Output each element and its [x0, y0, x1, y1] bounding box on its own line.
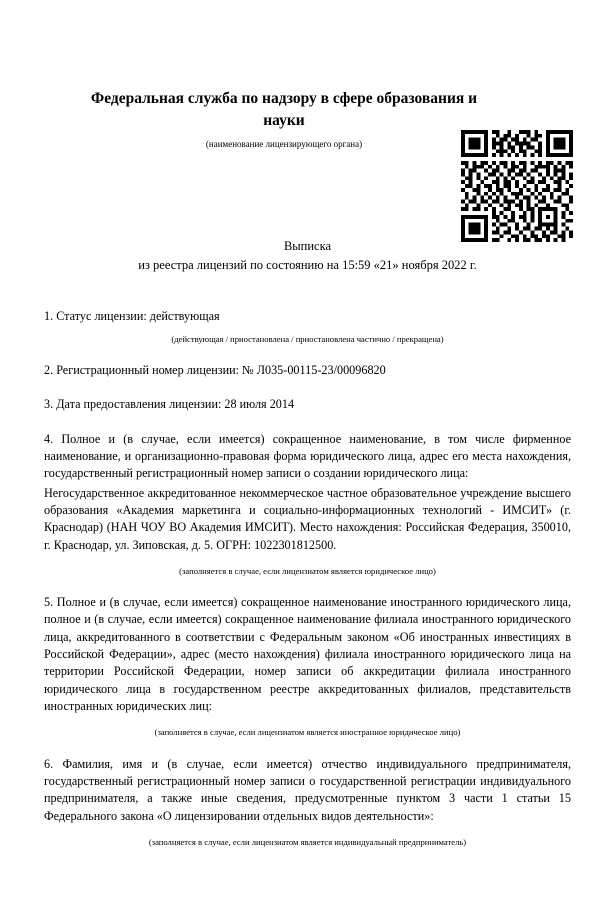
section-foreign-entity-note: (заполняется в случае, если лицензиатом является иностранное юридическое лицо) — [154, 727, 461, 738]
section-legal-entity-note: (заполняется в случае, если лицензиатом является юридическое лицо) — [179, 565, 436, 576]
section-foreign-entity — [44, 594, 571, 739]
section-reg-number-text: 2. Регистрационный номер лицензии: № Л035-00115-23/00096820 — [44, 362, 386, 377]
extract-title: Выписка — [283, 238, 332, 253]
section-individual-entrepreneur — [44, 756, 571, 849]
section-reg-number — [44, 362, 571, 379]
section-foreign-entity-text: 5. Полное и (в случае, если имеется) сокращенное наименование иностранного юридического лица, полное и (в случае, если имеется) сокращенное наименование филиала иностранного юридического лица, аккредитованного в соответствии с Федеральным законом «Об иностранных инвестициях в Российской Федерации», адрес (место нахождения) филиала иностранного юридического лица на территории Российской Федерации, номер записи об аккредитации филиала иностранного юридического лица в государственном реестре аккредитованных филиалов, представительств иностранных юридических лиц: — [44, 595, 571, 714]
extract-heading — [44, 237, 571, 275]
page-title: Федеральная служба по надзору в сфере образования и науки — [90, 90, 478, 130]
section-legal-entity — [44, 431, 571, 578]
section-legal-entity-text: 4. Полное и (в случае, если имеется) сокращенное наименование, в том числе фирменное наименование, и организационно-правовая форма юридического лица, адрес его места нахождения, государственный регистрационный номер записи о создании юридического лица: — [44, 431, 571, 481]
section-individual-entrepreneur-note: (заполняется в случае, если лицензиатом является индивидуальный предприниматель) — [148, 836, 467, 847]
org-subtitle: (наименование лицензирующего органа) — [205, 138, 363, 149]
section-status — [44, 308, 571, 345]
section-grant-date — [44, 396, 571, 413]
section-grant-date-text: 3. Дата предоставления лицензии: 28 июля 2014 — [44, 397, 295, 412]
section-individual-entrepreneur-text: 6. Фамилия, имя и (в случае, если имеется) отчество индивидуального предпринимателя, государственный регистрационный номер записи о государственной регистрации индивидуального предпринимателя, а также иные сведения, предусмотренные пунктом 3 части 1 статьи 15 Федерального закона «О лицензировании отдельных видов деятельности»: — [44, 756, 571, 823]
section-legal-entity-value: Негосударственное аккредитованное некоммерческое частное образовательное учреждение высшего образования «Академия маркетинга и социально-информационных технологий - ИМСИТ» (г. Краснодар) (НАН ЧОУ ВО Академия ИМСИТ). Место нахождения: Российская Федерация, 350010, г. Краснодар, ул. Зиповская, д. 5. ОГРН: 1022301812500. — [44, 485, 571, 552]
document-page — [0, 88, 615, 904]
section-status-text: 1. Статус лицензии: действующая — [44, 309, 220, 324]
section-status-note: (действующая / приостановлена / приостановлена частично / прекращена) — [171, 333, 444, 344]
qr-code-icon — [461, 130, 573, 242]
extract-subtitle: из реестра лицензий по состоянию на 15:59 «21» ноября 2022 г. — [138, 257, 477, 272]
